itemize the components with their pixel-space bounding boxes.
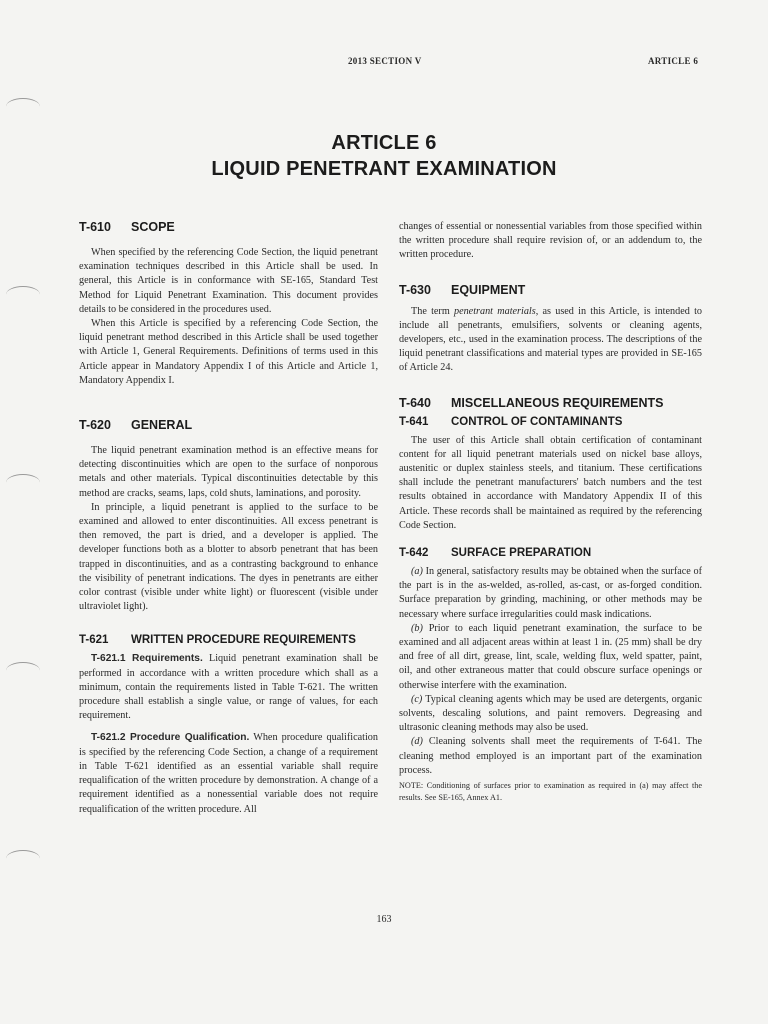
list-label: (a) bbox=[411, 566, 423, 578]
heading-t642 bbox=[399, 547, 702, 559]
paragraph: In principle, a liquid penetrant is applied to the surface to be examined and allowed to enter discontinuities. All excess penetrant is then removed, the part is dried, and a developer is applied. The developer functions both as a blotter to absorb penetrant that has been trapped in discontinuities, and as a contrasting background to enhance the visibility of penetrant indications. The dyes in penetrants are either color contrast (visible under white light) or fluorescent (visible under ultraviolet light). bbox=[79, 501, 378, 613]
binder-hole-mark bbox=[6, 850, 40, 867]
section-number: T-620 bbox=[79, 418, 111, 433]
subsection-runin: T-621.2 Procedure Qualification. bbox=[91, 732, 250, 744]
list-label: (d) bbox=[411, 736, 423, 748]
article-name: LIQUID PENETRANT EXAMINATION bbox=[211, 158, 557, 180]
paragraph-continued: changes of essential or nonessential variables from those specified within the written procedure shall require revision of, or an addendum to, the written procedure. bbox=[399, 221, 702, 261]
paragraph bbox=[399, 693, 702, 736]
section-title: EQUIPMENT bbox=[451, 282, 526, 297]
section-number: T-640 bbox=[399, 395, 431, 410]
section-title: MISCELLANEOUS REQUIREMENTS bbox=[451, 395, 664, 410]
paragraph-text: The term bbox=[411, 305, 454, 317]
heading-t621 bbox=[79, 634, 378, 646]
list-label: (b) bbox=[411, 622, 423, 634]
binder-hole-mark bbox=[6, 286, 40, 303]
article-number: ARTICLE 6 bbox=[331, 132, 437, 154]
heading-t610 bbox=[79, 220, 378, 234]
paragraph bbox=[79, 652, 378, 723]
section-title: SCOPE bbox=[131, 220, 175, 234]
paragraph-text: Liquid penetrant examination shall be performed in accordance with a written procedure which shall as a minimum, contain the requirements listed in Table T-621. The written procedure shall establish a single value, or range of values, for each requirement. bbox=[79, 653, 378, 722]
right-column bbox=[399, 220, 702, 804]
paragraph: When this Article is specified by a referencing Code Section, the liquid penetrant method described in this Article shall be used together with Article 1, General Requirements. Definitions of terms used in this Article appear in Mandatory Appendix I of this Article and Article 1, Mandatory Appendix I. bbox=[79, 318, 378, 386]
paragraph bbox=[399, 735, 702, 778]
section-number: T-630 bbox=[399, 282, 431, 297]
paragraph-text: , as used in this Article, is intended to include all penetrants, emulsifiers, solvents or cleaning agents, developers, etc., used in the examination process. The descriptions of the liquid penetrant classifications and material types are provided in SE-165 of Article 24. bbox=[399, 305, 702, 374]
paragraph-text: Typical cleaning agents which may be used are detergents, organic solvents, descaling solutions, and paint removers. Degreasing and ultrasonic cleaning methods may also be used. bbox=[399, 693, 702, 734]
list-label: (c) bbox=[411, 693, 423, 705]
page-number: 163 bbox=[376, 914, 392, 925]
paragraph: The user of this Article shall obtain certification of contaminant content for all liquid penetrant materials used on nickel base alloys, austenitic or duplex stainless steels, and titanium. These certifications shall include the penetrant manufacturers' batch numbers and the test results obtained in accordance with Mandatory Appendix II of this Article. These records shall be maintained as required by the referencing Code Section. bbox=[399, 434, 702, 531]
heading-t641 bbox=[399, 416, 702, 428]
paragraph bbox=[399, 565, 702, 622]
section-number: T-642 bbox=[399, 547, 429, 560]
section-title: GENERAL bbox=[131, 418, 193, 433]
section-number: T-641 bbox=[399, 415, 429, 428]
running-header-section: 2013 SECTION V bbox=[348, 56, 422, 66]
binder-hole-mark bbox=[6, 662, 40, 679]
section-title: CONTROL OF CONTAMINANTS bbox=[451, 415, 623, 428]
subsection-runin: T-621.1 Requirements. bbox=[91, 653, 203, 665]
paragraph-text: In general, satisfactory results may be obtained when the surface of the part is in the as-welded, as-rolled, as-cast, or as-forged condition. Surface preparation by grinding, machining, or other methods may be necessary where surface irregularities could mask indications. bbox=[399, 566, 702, 620]
section-number: T-621 bbox=[79, 634, 109, 647]
section-title: SURFACE PREPARATION bbox=[451, 547, 592, 560]
section-title: WRITTEN PROCEDURE REQUIREMENTS bbox=[131, 634, 356, 647]
emphasis: penetrant materials bbox=[453, 305, 536, 317]
paragraph: The liquid penetrant examination method is an effective means for detecting discontinuities which are open to the surface of nonporous metals and other materials. Typical discontinuities detectable by this method are cracks, seams, laps, cold shuts, laminations, and porosity. bbox=[79, 445, 378, 499]
section-number: T-610 bbox=[79, 220, 111, 234]
binder-hole-mark bbox=[6, 98, 40, 115]
paragraph bbox=[399, 305, 702, 376]
article-title bbox=[0, 130, 768, 182]
paragraph bbox=[79, 731, 378, 816]
paragraph-text: Cleaning solvents shall meet the requirements of T-641. The cleaning method employed is an important part of the examination process. bbox=[399, 736, 702, 776]
heading-t630 bbox=[399, 283, 702, 297]
heading-t640 bbox=[399, 396, 702, 410]
paragraph-text: Prior to each liquid penetrant examination, the surface to be examined and all adjacent areas within at least 1 in. (25 mm) shall be dry and free of all dirt, grease, lint, scale, welding flux, weld spatter, paint, oil, and other extraneous matter that could obscure surface openings or otherwise interfere with the examination. bbox=[399, 622, 702, 691]
paragraph bbox=[399, 622, 702, 693]
binder-hole-mark bbox=[6, 474, 40, 491]
left-column bbox=[79, 220, 378, 817]
running-header-article: ARTICLE 6 bbox=[648, 56, 699, 66]
paragraph: When specified by the referencing Code Section, the liquid penetrant examination techniques described in this Article shall be used. In general, this Article is in conformance with SE-165, Standard Test Method for Liquid Penetrant Examination. This document provides details to be considered in the procedures used. bbox=[79, 247, 378, 315]
note: NOTE: Conditioning of surfaces prior to examination as required in (a) may affect the results. See SE-165, Annex A1. bbox=[399, 781, 702, 803]
paragraph-text: When procedure qualification is specified by the referencing Code Section, a change of a requirement in Table T-621 identified as an essential variable shall require requalification of the written procedure by demonstration. A change of a requirement identified as a nonessential variable does not require requalification of the written procedure. All bbox=[79, 732, 378, 815]
heading-t620 bbox=[79, 418, 378, 432]
